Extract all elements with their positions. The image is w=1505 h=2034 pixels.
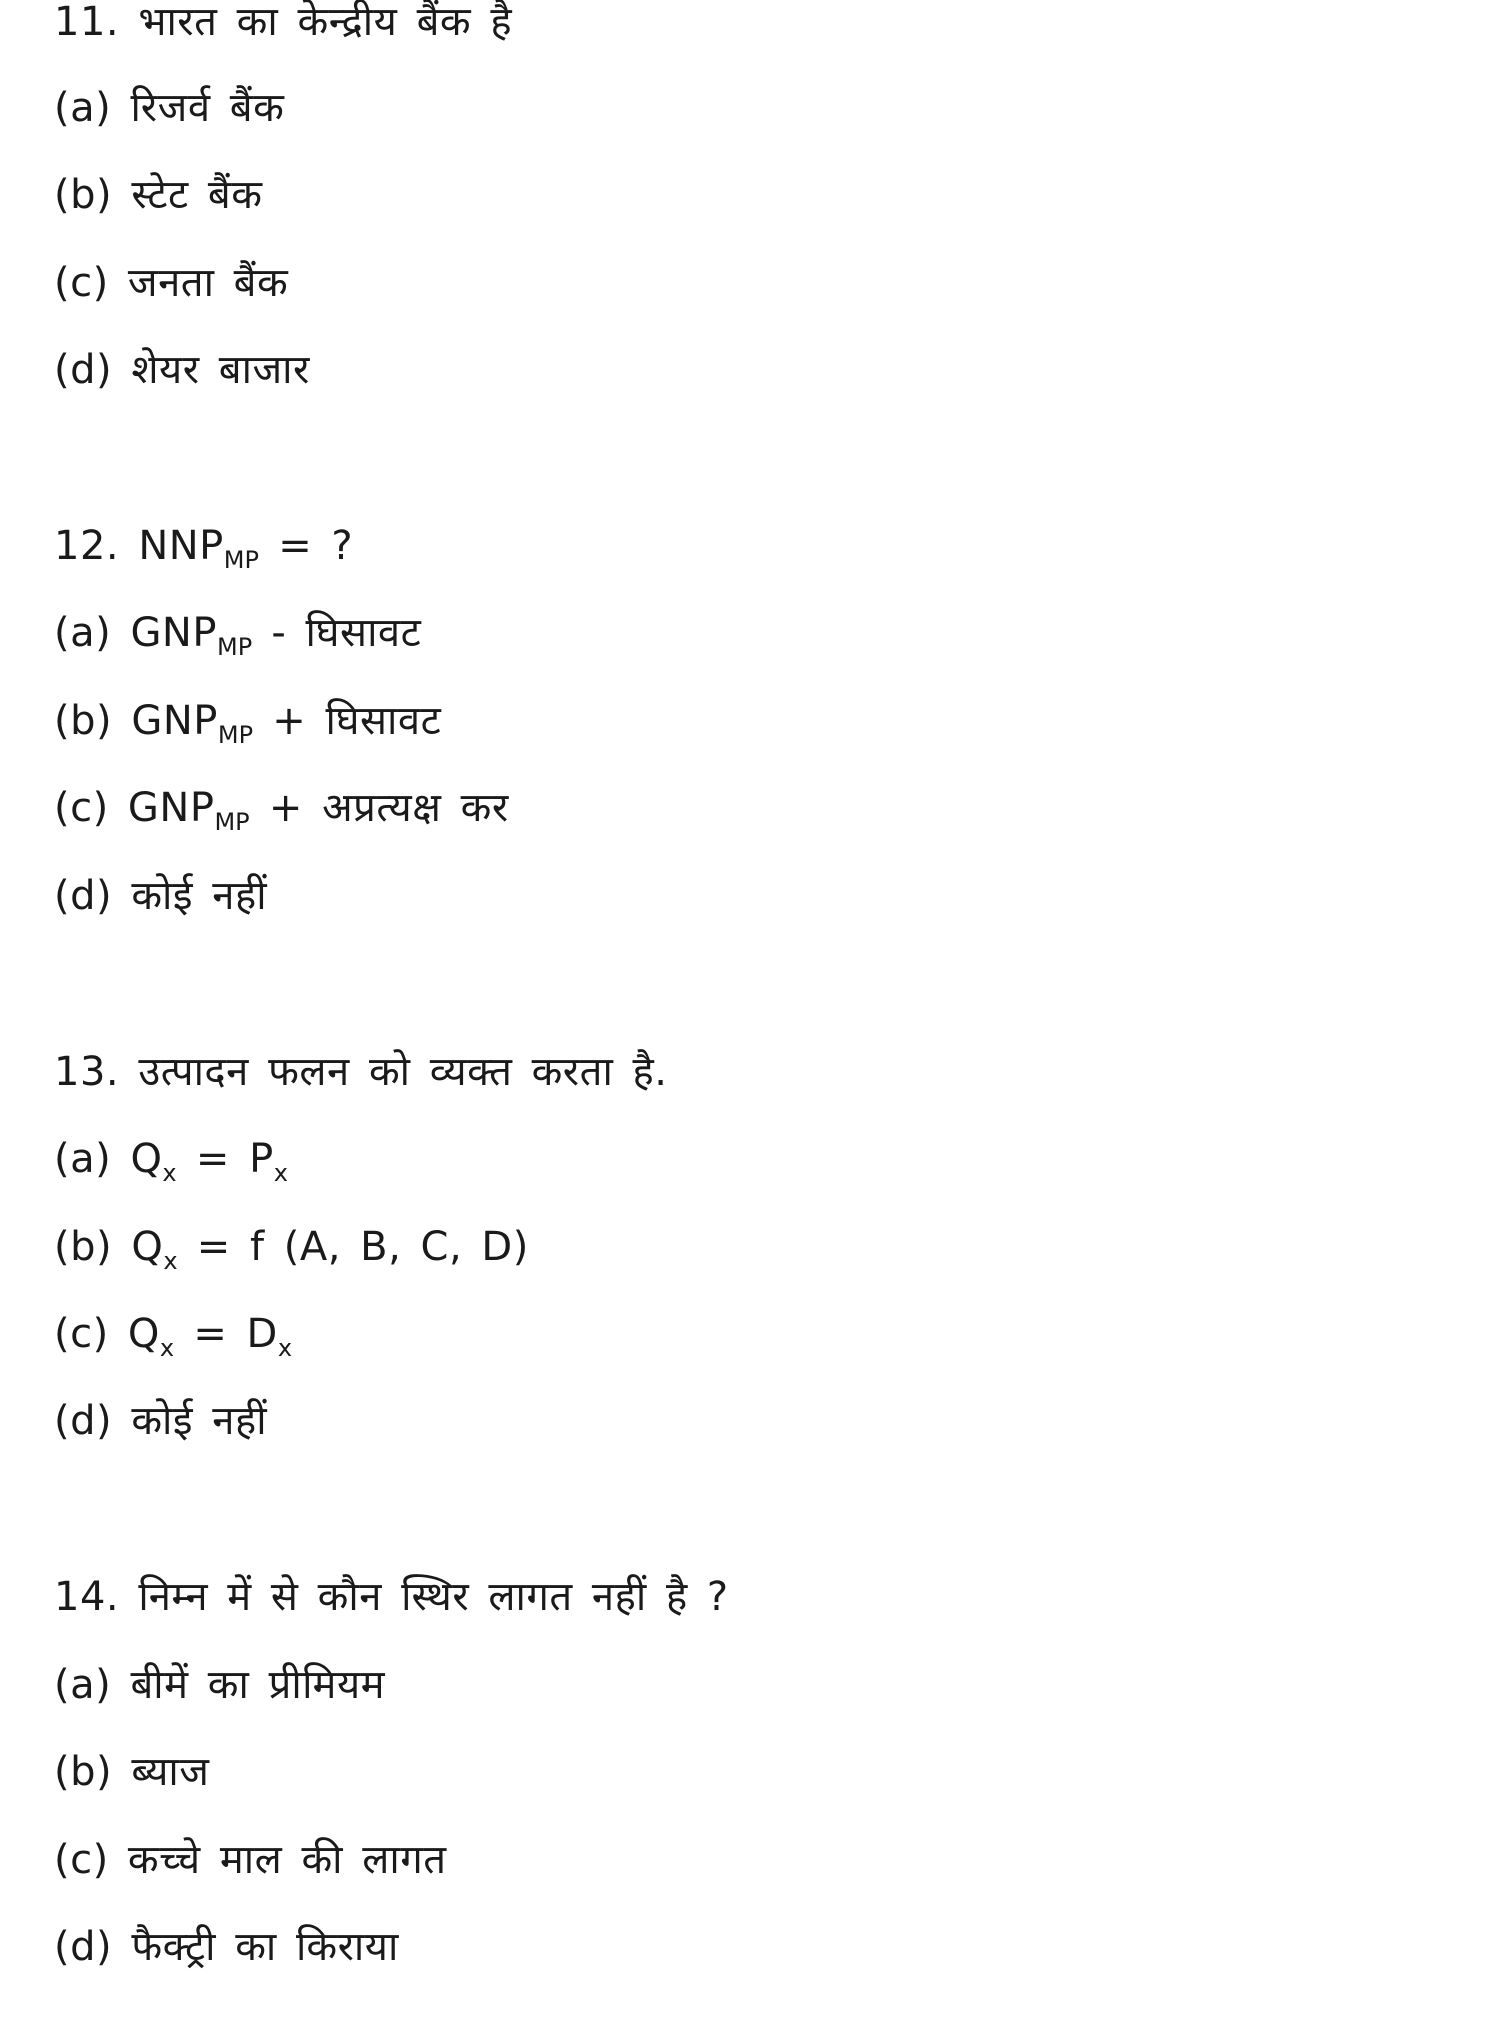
question-13-text: 13. उत्पादन फलन को व्यक्त करता है. bbox=[54, 1049, 668, 1095]
option-12-c: (c) $GNP_{MP}$ + अप्रत्यक्ष कर bbox=[54, 785, 509, 836]
option-11-d: (d) शेयर बाजार bbox=[54, 347, 310, 393]
option-14-d: (d) फैक्ट्री का किराया bbox=[54, 1924, 399, 1970]
option-13-c: (c) $Q_x = D_x$ bbox=[54, 1311, 293, 1362]
question-14-text: 14. निम्न में से कौन स्थिर लागत नहीं है ? bbox=[54, 1574, 729, 1620]
option-12-b: (b) $GNP_{MP}$ + घिसावट bbox=[54, 698, 442, 749]
option-11-b: (b) स्टेट बैंक bbox=[54, 172, 263, 218]
option-12-d: (d) कोई नहीं bbox=[54, 873, 268, 919]
option-11-c: (c) जनता बैंक bbox=[54, 260, 289, 306]
question-12-text: 12. $NNP_{MP}$ = ? bbox=[54, 523, 354, 574]
option-13-d: (d) कोई नहीं bbox=[54, 1398, 268, 1444]
option-11-a: (a) रिजर्व बैंक bbox=[54, 85, 285, 131]
option-13-a: (a) $Q_x = P_x$ bbox=[54, 1136, 288, 1187]
option-12-a: (a) $GNP_{MP}$ - घिसावट bbox=[54, 610, 422, 661]
option-14-a: (a) बीमें का प्रीमियम bbox=[54, 1662, 386, 1708]
option-14-c: (c) कच्चे माल की लागत bbox=[54, 1837, 447, 1883]
question-11-text: 11. भारत का केन्द्रीय बैंक है bbox=[54, 0, 513, 45]
option-14-b: (b) ब्याज bbox=[54, 1749, 210, 1795]
option-13-b: (b) $Q_x = f$ (A, B, C, D) bbox=[54, 1224, 529, 1275]
